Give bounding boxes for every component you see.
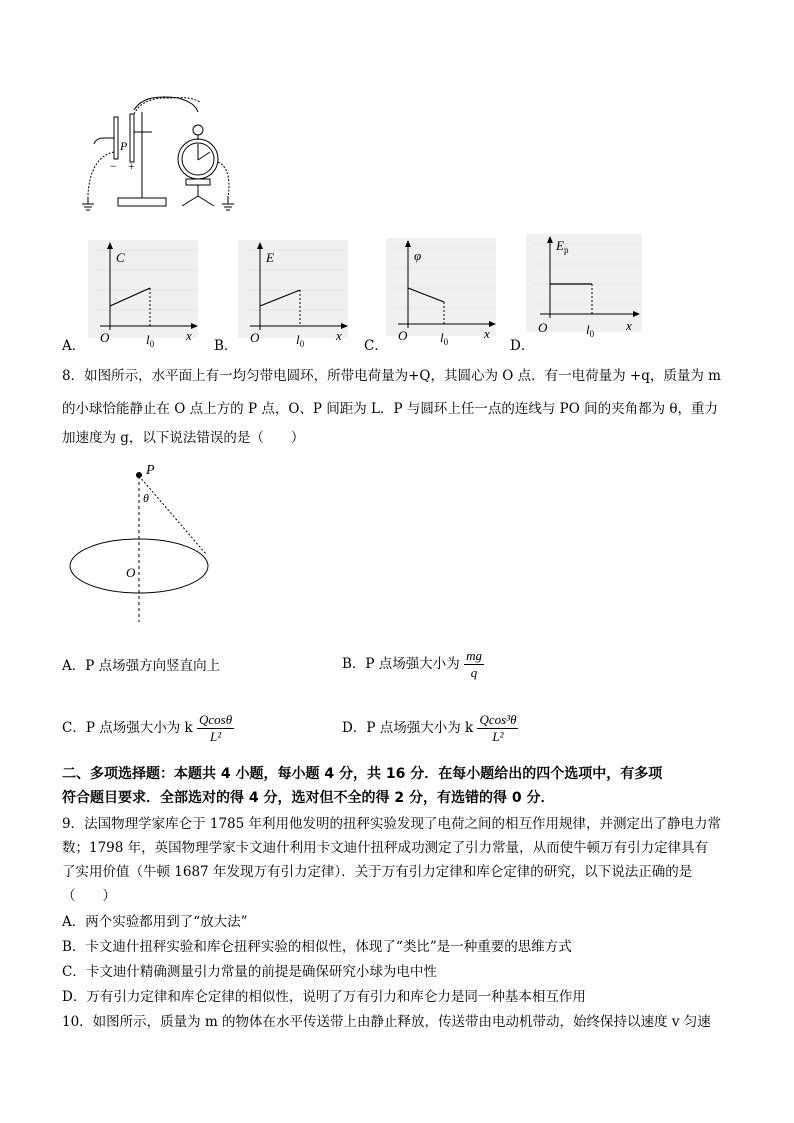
apparatus-label-P: P	[120, 139, 128, 153]
graph-d	[526, 234, 642, 344]
graph-d-ylabel: E	[556, 238, 564, 253]
graph-c-mark-sub: 0	[443, 337, 449, 347]
graph-b-mark-sub: 0	[299, 339, 305, 349]
graph-option-a: A．	[62, 338, 86, 354]
graph-a-origin: O	[100, 330, 110, 345]
graph-b	[238, 240, 348, 350]
graph-b-xlabel: x	[336, 328, 342, 343]
apparatus-label-minus: −	[110, 159, 117, 173]
graph-d-origin: O	[538, 320, 548, 335]
ring-label-O: O	[126, 565, 136, 580]
q8-option-c-den: L²	[209, 729, 222, 744]
graph-d-mark: l	[586, 322, 590, 337]
graph-a-mark: l	[146, 332, 150, 347]
q9-line-1: 9．法国物理学家库仑于 1785 年利用他发明的扭秤实验发现了电荷之间的相互作用规律，并测定出了静电力常	[62, 816, 722, 832]
q8-option-c-fraction	[197, 712, 234, 745]
q9-line-3: 了实用价值（牛顿 1687 年发现万有引力定律）．关于万有引力定律和库仑定律的研究，以下说法正确的是	[62, 864, 693, 880]
q8-line-3: 加速度为 g，以下说法错误的是（ ）	[62, 430, 305, 446]
graph-a-mark-sub: 0	[149, 339, 155, 349]
q8-line-1: 8．如图所示，水平面上有一均匀带电圆环，所带电荷量为+Q，其圆心为 O 点．有一电荷量为 +q，质量为 m	[62, 368, 721, 384]
graph-b-origin: O	[250, 330, 260, 345]
q9-option-d: D．万有引力定律和库仑定律的相似性，说明了万有引力和库仑力是同一种基本相互作用	[62, 989, 586, 1005]
graph-c	[386, 238, 496, 348]
q9-option-b: B．卡文迪什扭秤实验和库仑扭秤实验的相似性，体现了“类比”是一种重要的思维方式	[62, 939, 572, 955]
graph-c-origin: O	[398, 328, 408, 343]
graph-a-ylabel: C	[116, 250, 125, 265]
q8-option-b-prefix: B．P 点场强大小为	[342, 656, 460, 672]
ring-label-P: P	[146, 463, 155, 478]
q8-option-b-num: mg	[466, 648, 482, 663]
ring-label-theta: θ	[143, 491, 149, 505]
q8-option-b-fraction	[464, 648, 484, 681]
q9-line-2: 数；1798 年，英国物理学家卡文迪什利用卡文迪什扭秤成功测定了引力常量，从而使牛顿万有引力定律具有	[62, 840, 709, 856]
q8-option-a: A．P 点场强方向竖直向上	[62, 658, 221, 674]
q8-option-d-fraction	[477, 712, 518, 745]
q8-option-d	[342, 712, 518, 745]
graph-b-mark: l	[296, 332, 300, 347]
q8-option-c	[62, 712, 234, 745]
graph-option-b: B．	[214, 338, 238, 354]
graph-a-xlabel: x	[186, 328, 192, 343]
ring-figure	[66, 462, 216, 622]
graph-option-d: D．	[510, 338, 535, 354]
section2-line-1: 二、多项选择题：本题共 4 小题，每小题 4 分，共 16 分．在每小题给出的四个选项中，有多项	[62, 766, 663, 782]
section2-line-2: 符合题目要求．全部选对的得 4 分，选对但不全的得 2 分，有选错的得 0 分．	[62, 790, 555, 806]
q8-line-2: 的小球恰能静止在 O 点上方的 P 点，O、P 间距为 L．P 与圆环上任一点的连线与 PO 间的夹角都为 θ，重力	[62, 401, 719, 417]
graph-a	[88, 240, 198, 350]
graph-option-c: C．	[364, 338, 388, 354]
graph-d-ylabel-sub: p	[563, 245, 569, 255]
q10-line-1: 10．如图所示，质量为 m 的物体在水平传送带上由静止释放，传送带由电动机带动，始终保持以速度 v 匀速	[62, 1014, 711, 1030]
q9-option-c: C．卡文迪什精确测量引力常量的前提是确保研究小球为电中性	[62, 964, 437, 980]
q8-option-d-prefix: D．P 点场强大小为 k	[342, 720, 474, 736]
q9-line-4: （ ）	[62, 888, 116, 904]
apparatus-label-plus: +	[128, 159, 135, 173]
graph-c-ylabel: φ	[414, 248, 422, 263]
q8-option-c-num: Qcosθ	[198, 712, 233, 727]
apparatus-figure	[70, 92, 250, 218]
q9-option-a: A．两个实验都用到了“放大法”	[62, 914, 248, 930]
graph-d-xlabel: x	[626, 318, 632, 333]
q8-option-b-den: q	[470, 665, 478, 680]
graph-b-ylabel: E	[266, 250, 274, 265]
graph-c-xlabel: x	[484, 326, 490, 341]
q8-option-d-num: Qcos³θ	[479, 712, 517, 727]
q8-option-c-prefix: C．P 点场强大小为 k	[62, 720, 193, 736]
q8-option-d-den: L²	[492, 729, 504, 744]
q8-option-b	[342, 648, 484, 681]
graph-c-mark: l	[440, 330, 444, 345]
graph-d-mark-sub: 0	[589, 329, 595, 339]
